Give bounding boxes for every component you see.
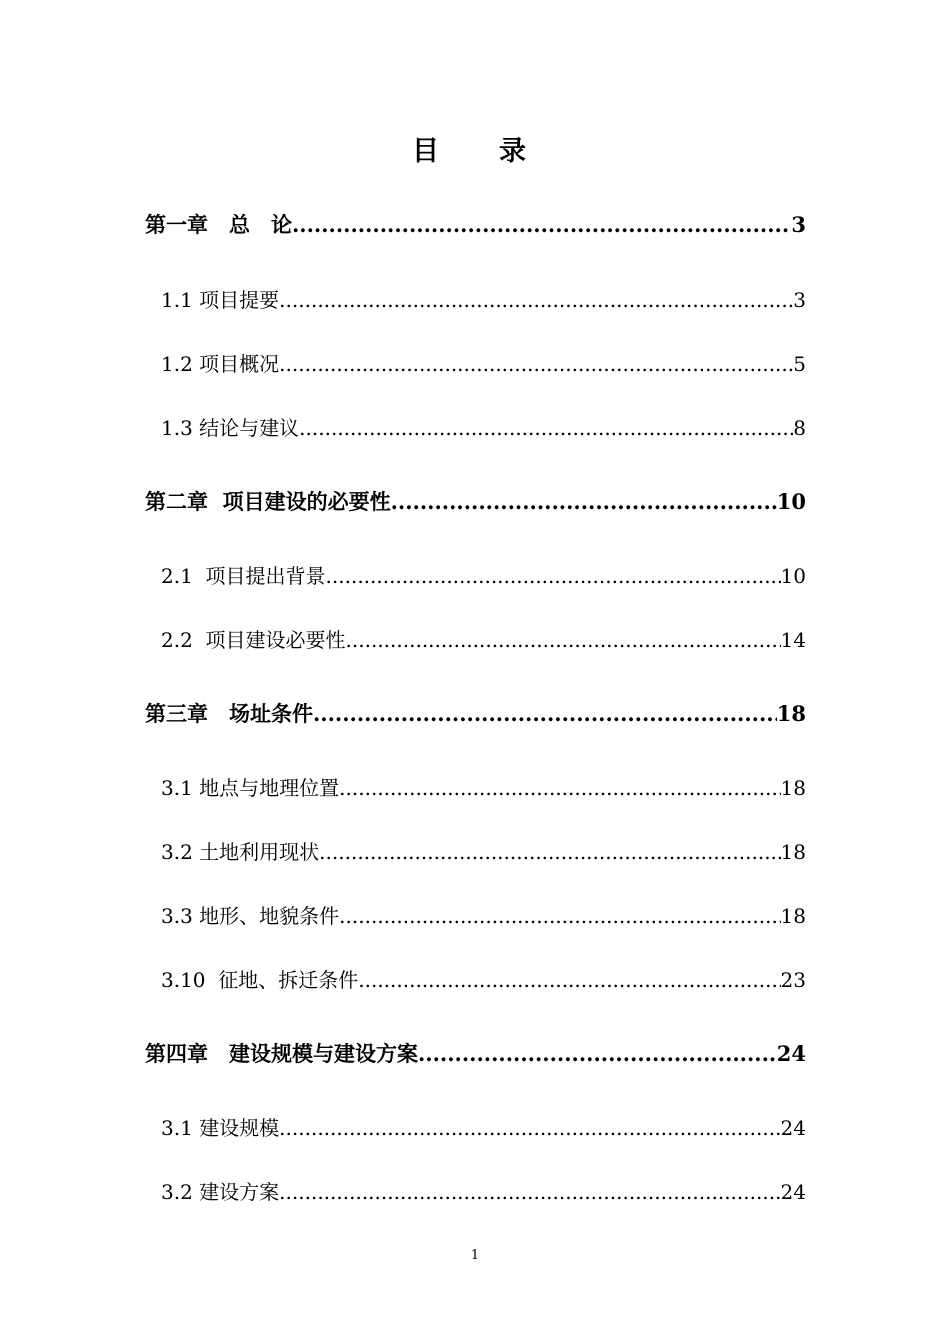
toc-section-2-1[interactable] [161,559,806,593]
toc-entry-page: 24 [780,1180,806,1204]
toc-entry-page: 23 [780,968,806,992]
toc-entry-page: 24 [776,1041,806,1066]
toc-dot-leader [391,485,777,519]
toc-section-2-2[interactable] [161,623,806,657]
toc-entry-label: 第四章 建设规模与建设方案 [145,1041,418,1066]
toc-entry-label: 3.2 土地利用现状 [161,840,320,864]
toc-dot-leader [279,283,793,317]
toc-entry-page: 18 [780,904,806,928]
toc-dot-leader [358,963,780,997]
toc-entry-label: 3.1 建设规模 [161,1116,280,1140]
toc-dot-leader [346,623,781,657]
toc-entry-page: 18 [780,776,806,800]
toc-entry-page: 5 [793,352,806,376]
toc-entry-label: 第一章 总 论 [145,212,292,237]
toc-dot-leader [326,559,781,593]
toc-section-1-3[interactable] [161,411,806,445]
toc-entry-label: 3.2 建设方案 [161,1180,280,1204]
toc-entry-page: 8 [793,416,806,440]
toc-entry-label: 2.2 项目建设必要性 [161,628,346,652]
toc-entry-label: 1.1 项目提要 [161,288,280,312]
toc-entry-label: 第三章 场址条件 [145,701,313,726]
toc-section-4-1[interactable] [161,1111,806,1145]
toc-title: 目录 [412,136,586,167]
toc-entry-page: 3 [791,212,806,237]
toc-chapter-4[interactable] [145,1037,806,1071]
toc-entry-label: 1.3 结论与建议 [161,416,300,440]
toc-entry-label: 1.2 项目概况 [161,352,280,376]
toc-entry-label: 2.1 项目提出背景 [161,564,326,588]
toc-entry-label: 3.10 征地、拆迁条件 [161,968,359,992]
toc-dot-leader [292,208,791,242]
toc-entry-page: 18 [776,701,806,726]
toc-dot-leader [299,411,793,445]
toc-chapter-1[interactable] [145,208,806,242]
toc-chapter-3[interactable] [145,697,806,731]
toc-dot-leader [418,1037,777,1071]
toc-section-1-2[interactable] [161,347,806,381]
toc-entry-label: 3.3 地形、地貌条件 [161,904,340,928]
toc-section-3-3[interactable] [161,899,806,933]
toc-section-1-1[interactable] [161,283,806,317]
footer-page-number: 1 [470,1248,480,1263]
toc-dot-leader [279,1175,780,1209]
toc-section-3-10[interactable] [161,963,806,997]
toc-dot-leader [319,835,780,869]
toc-entry-page: 3 [793,288,806,312]
toc-entry-page: 10 [776,489,806,514]
toc-dot-leader [339,899,780,933]
toc-dot-leader [339,771,780,805]
toc-section-4-2[interactable] [161,1175,806,1209]
toc-entry-label: 3.1 地点与地理位置 [161,776,340,800]
toc-section-3-2[interactable] [161,835,806,869]
toc-entry-label: 第二章 项目建设的必要性 [145,489,391,514]
toc-dot-leader [279,347,793,381]
toc-entry-page: 14 [780,628,806,652]
toc-entry-page: 24 [780,1116,806,1140]
toc-entry-page: 10 [780,564,806,588]
toc-dot-leader [279,1111,780,1145]
toc-entry-page: 18 [780,840,806,864]
toc-section-3-1[interactable] [161,771,806,805]
toc-chapter-2[interactable] [145,485,806,519]
toc-dot-leader [313,697,777,731]
